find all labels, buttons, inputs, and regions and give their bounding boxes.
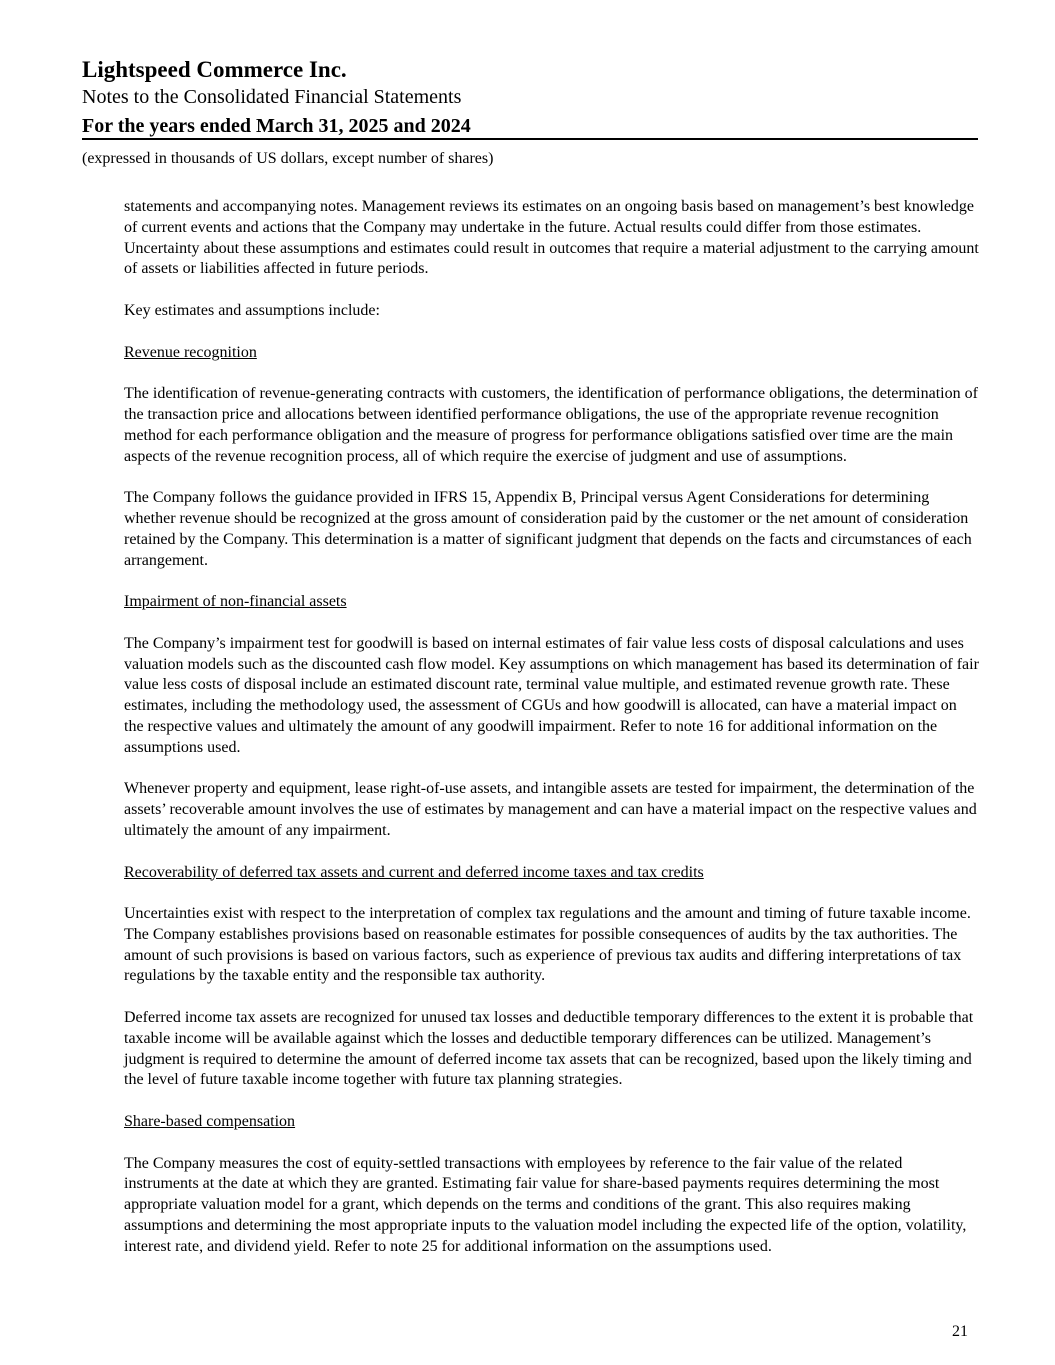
tax-paragraph-2: Deferred income tax assets are recognized for unused tax losses and deductible temporary differences to the extent it is probable that taxable income will be available against which the losses and deductible temporary differences can be utilized. Management’s judgment is required to determine the amount of deferred income tax assets that can be recognized, based upon the likely timing and the level of future taxable income together with future tax planning strategies. bbox=[124, 1009, 974, 1089]
document-title: Notes to the Consolidated Financial Statements bbox=[82, 86, 462, 108]
share-based-paragraph-1: The Company measures the cost of equity-settled transactions with employees by reference to the fair value of the related instruments at the date at which they are granted. Estimating fair value for share-based payments requires determining the most appropriate valuation model for a grant, which depends on the terms and conditions of the grant. This also requires making assumptions and determining the most appropriate inputs to the valuation model including the expected life of the option, volatility, interest rate, and dividend yield. Refer to note 25 for additional information on the assumptions used. bbox=[124, 1154, 967, 1255]
company-name: Lightspeed Commerce Inc. bbox=[82, 57, 347, 82]
tax-paragraph-1: Uncertainties exist with respect to the interpretation of complex tax regulations and the amount and timing of future taxable income. The Company establishes provisions based on reasonable estimates for possible consequences of audits by the tax authorities. The amount of such provisions is based on various factors, such as experience of previous tax audits and differing interpretations of tax regulations by the taxable entity and the responsible tax authority. bbox=[124, 905, 971, 985]
impairment-heading: Impairment of non-financial assets bbox=[124, 593, 347, 611]
impairment-paragraph-1: The Company’s impairment test for goodwill is based on internal estimates of fair value less costs of disposal calculations and uses valuation models such as the discounted cash flow model. Key assumptions on which management has based its determination of fair value less costs of disposal include an estimated discount rate, terminal value multiple, and estimated revenue growth rate. These estimates, including the methodology used, the assessment of CGUs and how goodwill is allocated, can have a material impact on the respective values and ultimately the amount of any goodwill impairment. Refer to note 16 for additional information on the assumptions used. bbox=[124, 634, 979, 756]
intro-paragraph: statements and accompanying notes. Management reviews its estimates on an ongoing basis based on management’s best knowledge of current events and actions that the Company may undertake in the future. Actual results could differ from those estimates. Uncertainty about these assumptions and estimates could result in outcomes that require a material adjustment to the carrying amount of assets or liabilities affected in future periods. bbox=[124, 198, 979, 278]
page-header bbox=[82, 56, 978, 140]
units-note: (expressed in thousands of US dollars, except number of shares) bbox=[82, 150, 494, 167]
page-number: 21 bbox=[952, 1323, 968, 1340]
revenue-paragraph-2: The Company follows the guidance provided in IFRS 15, Appendix B, Principal versus Agent Considerations for determining whether revenue should be recognized at the gross amount of consideration paid by the customer or the net amount of consideration retained by the Company. This determination is a matter of significant judgment that depends on the facts and circumstances of each arrangement. bbox=[124, 489, 972, 569]
share-based-compensation-heading: Share-based compensation bbox=[124, 1113, 296, 1131]
notes-body bbox=[124, 197, 980, 1278]
tax-heading: Recoverability of deferred tax assets and current and deferred income taxes and tax credits bbox=[124, 863, 704, 881]
revenue-recognition-heading: Revenue recognition bbox=[124, 343, 257, 361]
header-divider bbox=[82, 138, 978, 140]
reporting-period: For the years ended March 31, 2025 and 2024 bbox=[82, 115, 471, 137]
impairment-paragraph-2: Whenever property and equipment, lease right-of-use assets, and intangible assets are tested for impairment, the determination of the assets’ recoverable amount involves the use of estimates by management and can have a material impact on the respective values and ultimately the amount of any impairment. bbox=[124, 780, 977, 839]
revenue-paragraph-1: The identification of revenue-generating contracts with customers, the identification of performance obligations, the determination of the transaction price and allocations between identified performance obligations, the use of the appropriate revenue recognition method for each performance obligation and the measure of progress for performance obligations satisfied over time are the main aspects of the revenue recognition process, all of which require the exercise of judgment and use of assumptions. bbox=[124, 385, 978, 465]
key-estimates-intro: Key estimates and assumptions include: bbox=[124, 301, 380, 319]
